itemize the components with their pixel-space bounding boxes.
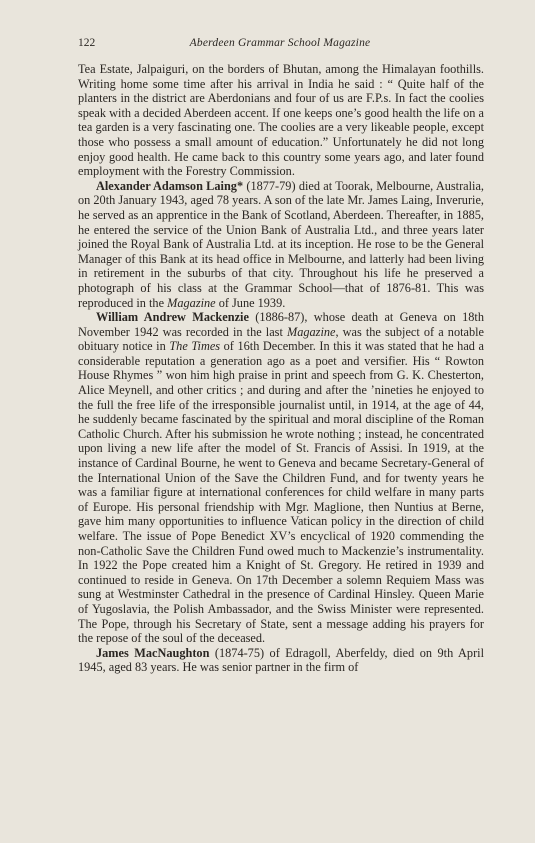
obituary-text: of 16th December. In this it was stated that he had a considerable reputation a generation ago as a poet and versifier. His “ Rowton House Rhymes ” won him high praise in print and speech from G. K. Chesterton, Alice Meynell, and other critics ; and during and after the ’nineties he enjoyed to the full the free life of the irresponsible journalist until, in 1914, at the age of 44, he suddenly became fascinated by the spiritual and moral discipline of the Roman Catholic Church. After his submission he wrote nothing ; instead, he concentrated upon living a new life after the model of St. Francis of Assisi. In 1919, at the instance of Cardinal Bourne, he went to Geneva and became Secretary-General of the International Union of the Save the Children Fund, and for twenty years he was a familiar figure at international conferences for child welfare in many parts of Europe. His personal friendship with Mgr. Maglione, then Nuntius at Berne, gave him many opportunities to influence Vatican policy in the direction of child welfare. The issue of Pope Benedict XV’s encyclical of 1920 commending the non-Catholic Save the Children Fund owed much to Mackenzie’s instrumentality. In 1922 the Pope created him a Knight of St. Gregory. He retired in 1939 and continued to reside in Geneva. On 17th December a solemn Requiem Mass was sung at Westminster Cathedral in the presence of Cardinal Hinsley. Queen Marie of Yugoslavia, the Polish Ambassador, and the Swiss Minister were represented. The Pope, through his Secretary of State, sent a message adding his prayers for the repose of the soul of the deceased. [78,339,484,646]
page-number: 122 [78,37,96,49]
obituary-name-laing: Alexander Adamson Laing* [96,178,244,193]
running-title: Aberdeen Grammar School Magazine [189,37,371,49]
obituary-text: , was the subject of a notable obituary notice in [78,324,484,354]
magazine-reference: Magazine [167,295,216,310]
obituary-text: of June 1939. [215,295,286,310]
article-body [78,62,484,675]
paragraph-tea-estate: Tea Estate, Jalpaiguri, on the borders of Bhutan, among the Himalayan foothills. Writing home some time after his arrival in India he said : “ Quite half of the planters in the district are Aberdonians and four of us are F.P.s. In fact the coolies speak with a decided Aberdeen accent. If one keeps one’s good health the life on a tea garden is a very fascinating one. The coolies are a very likeable people, except those who possess a small amount of education.” Unfortunately he did not long enjoy good health. He came back to this country some years ago, and later found employment with the Forestry Commission. [78,62,484,179]
obituary-text: (1877-79) died at Toorak, Melbourne, Australia, on 20th January 1943, aged 78 years. A son of the late Mr. James Laing, Inverurie, he served as an apprentice in the Bank of Scotland, Aberdeen. Thereafter, in 1885, he entered the service of the Union Bank of Australia Ltd., and three years later joined the Royal Bank of Australia Ltd. at its inception. He rose to be the General Manager of this Bank at its head office in Melbourne, and latterly had been living in retirement in the suburbs of that city. Throughout his life he preserved a photograph of his class at the Grammar School—that of 1876-81. This was reproduced in the [78,178,484,310]
obituary-text: (1874-75) of Edragoll, Aberfeldy, died on 9th April 1945, aged 83 years. He was senior partner in the firm of [78,645,484,675]
obituary-name-mackenzie: William Andrew Mackenzie [96,310,249,325]
obituary-laing [78,179,484,310]
magazine-reference: Magazine [286,324,336,339]
obituary-mackenzie [78,310,484,646]
newspaper-reference: The Times [169,339,221,354]
page-header [78,37,482,53]
obituary-name-macnaughton: James MacNaughton [96,645,210,660]
obituary-text: (1886-87), whose death at Geneva on 18th November 1942 was recorded in the last [78,310,484,339]
obituary-macnaughton [78,646,484,675]
